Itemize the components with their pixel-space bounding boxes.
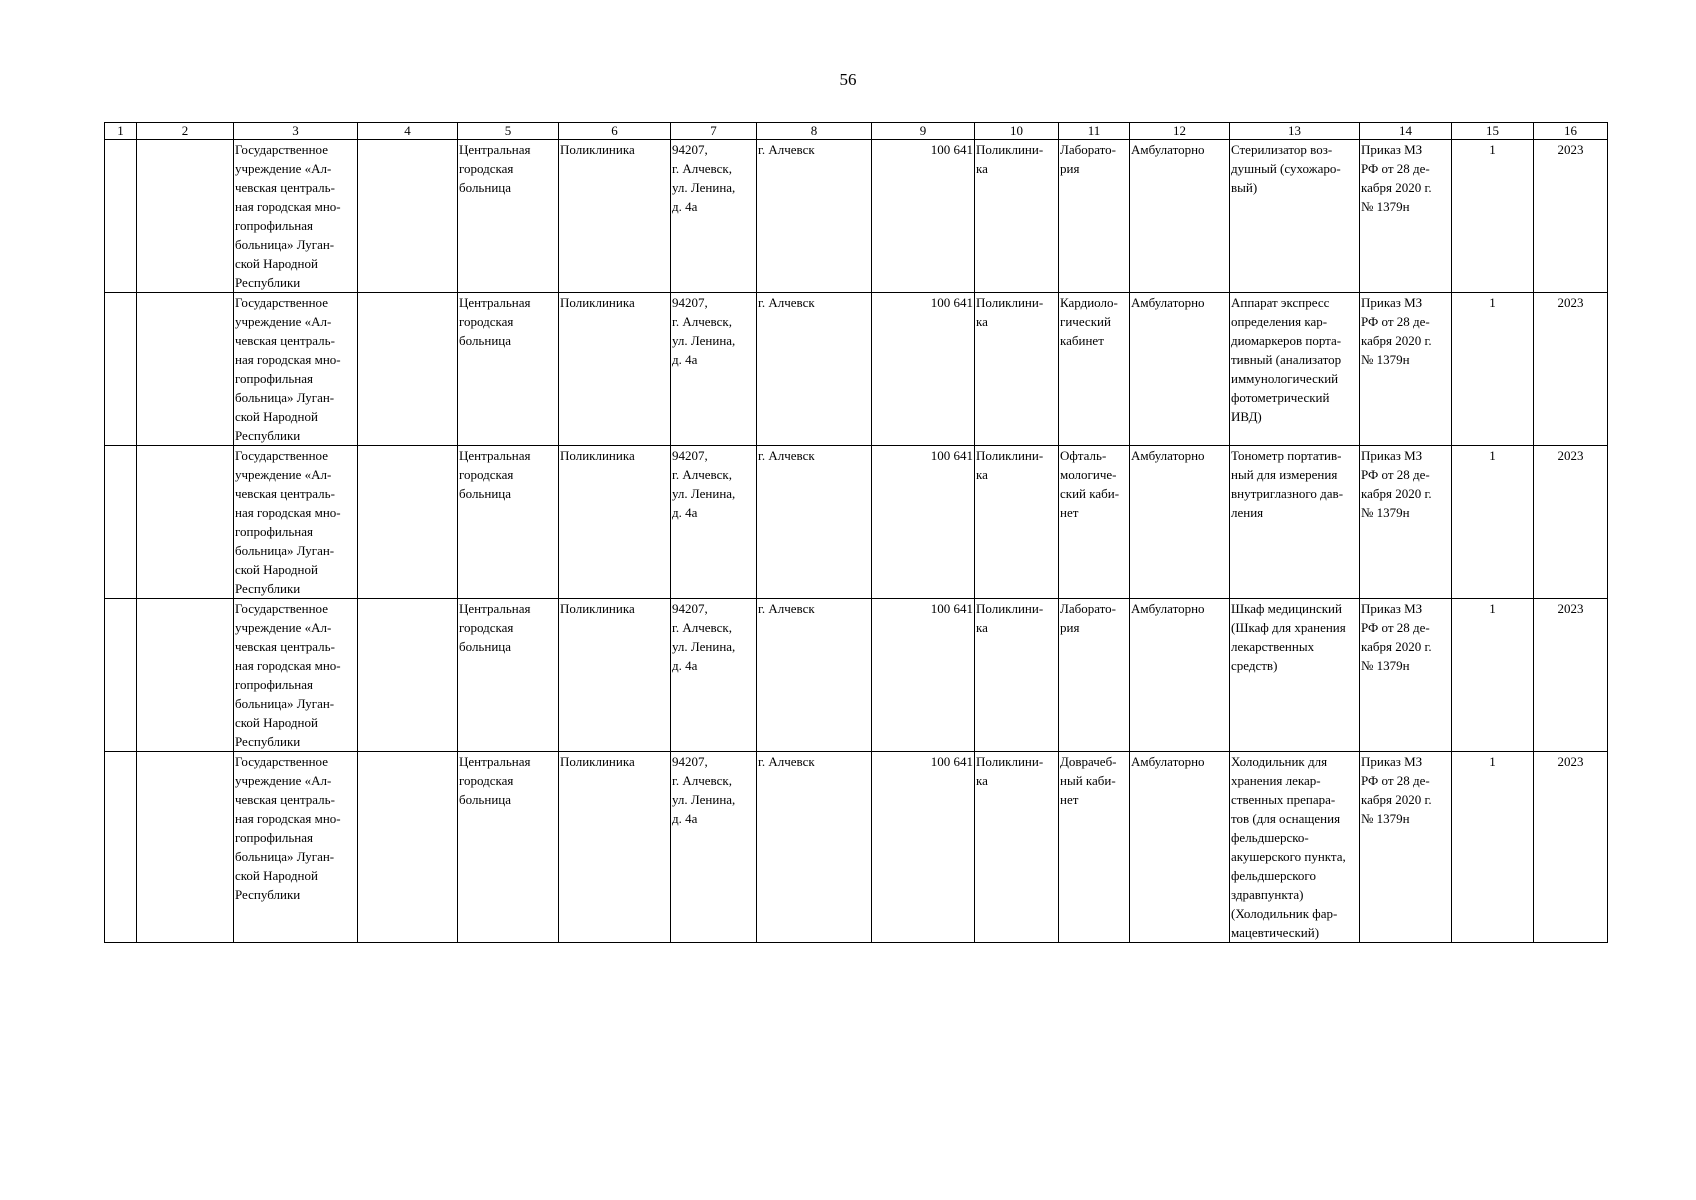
cell-year: 2023 bbox=[1534, 293, 1608, 446]
column-number: 12 bbox=[1130, 123, 1230, 140]
cell-year: 2023 bbox=[1534, 599, 1608, 752]
cell-population: 100 641 bbox=[872, 752, 975, 943]
column-number-row bbox=[105, 123, 1608, 140]
cell-address: 94207, г. Алчевск, ул. Ленина, д. 4а bbox=[671, 599, 757, 752]
table-row bbox=[105, 599, 1608, 752]
cell-population: 100 641 bbox=[872, 599, 975, 752]
cell-col2 bbox=[137, 293, 234, 446]
page-number: 56 bbox=[839, 70, 857, 89]
cell-address: 94207, г. Алчевск, ул. Ленина, д. 4а bbox=[671, 446, 757, 599]
cell-quantity: 1 bbox=[1452, 293, 1534, 446]
cell-city: г. Алчевск bbox=[757, 293, 872, 446]
cell-index bbox=[105, 446, 137, 599]
cell-city: г. Алчевск bbox=[757, 140, 872, 293]
cell-equipment: Стерилизатор воз- душный (сухожаро- вый) bbox=[1230, 140, 1360, 293]
cell-equipment: Холодильник для хранения лекар- ственных препара- тов (для оснащения фельдшерско- акушерского пункта, фельдшерского здравпункта) (Холодильник фар- мацевтический) bbox=[1230, 752, 1360, 943]
cell-hospital-type: Центральная городская больница bbox=[458, 599, 559, 752]
column-number: 6 bbox=[559, 123, 671, 140]
column-number: 15 bbox=[1452, 123, 1534, 140]
cell-room: Лаборато- рия bbox=[1059, 140, 1130, 293]
cell-col2 bbox=[137, 140, 234, 293]
column-number: 8 bbox=[757, 123, 872, 140]
cell-order: Приказ МЗ РФ от 28 де- кабря 2020 г. № 1379н bbox=[1360, 752, 1452, 943]
cell-col4 bbox=[358, 140, 458, 293]
cell-unit: Поликлини- ка bbox=[975, 140, 1059, 293]
column-number: 10 bbox=[975, 123, 1059, 140]
cell-index bbox=[105, 293, 137, 446]
cell-care-mode: Амбулаторно bbox=[1130, 446, 1230, 599]
column-number: 11 bbox=[1059, 123, 1130, 140]
cell-room: Лаборато- рия bbox=[1059, 599, 1130, 752]
cell-department: Поликлиника bbox=[559, 752, 671, 943]
cell-col4 bbox=[358, 446, 458, 599]
cell-equipment: Аппарат экспресс определения кар- диомаркеров порта- тивный (анализатор иммунологический фотометрический ИВД) bbox=[1230, 293, 1360, 446]
cell-address: 94207, г. Алчевск, ул. Ленина, д. 4а bbox=[671, 140, 757, 293]
cell-room: Кардиоло- гический кабинет bbox=[1059, 293, 1130, 446]
cell-order: Приказ МЗ РФ от 28 де- кабря 2020 г. № 1379н bbox=[1360, 599, 1452, 752]
cell-quantity: 1 bbox=[1452, 752, 1534, 943]
cell-unit: Поликлини- ка bbox=[975, 446, 1059, 599]
cell-index bbox=[105, 140, 137, 293]
column-number: 5 bbox=[458, 123, 559, 140]
cell-order: Приказ МЗ РФ от 28 де- кабря 2020 г. № 1379н bbox=[1360, 293, 1452, 446]
cell-care-mode: Амбулаторно bbox=[1130, 140, 1230, 293]
column-number: 13 bbox=[1230, 123, 1360, 140]
cell-order: Приказ МЗ РФ от 28 де- кабря 2020 г. № 1379н bbox=[1360, 446, 1452, 599]
cell-col4 bbox=[358, 599, 458, 752]
cell-care-mode: Амбулаторно bbox=[1130, 599, 1230, 752]
cell-hospital-type: Центральная городская больница bbox=[458, 752, 559, 943]
cell-col2 bbox=[137, 599, 234, 752]
column-number: 16 bbox=[1534, 123, 1608, 140]
cell-hospital-type: Центральная городская больница bbox=[458, 293, 559, 446]
column-number: 3 bbox=[234, 123, 358, 140]
cell-population: 100 641 bbox=[872, 293, 975, 446]
column-number: 2 bbox=[137, 123, 234, 140]
cell-department: Поликлиника bbox=[559, 140, 671, 293]
cell-room: Офталь- мологиче- ский каби- нет bbox=[1059, 446, 1130, 599]
column-number: 14 bbox=[1360, 123, 1452, 140]
cell-institution: Государственное учреждение «Ал- чевская централь- ная городская мно- гопрофильная больница» Луган- ской Народной Республики bbox=[234, 446, 358, 599]
cell-address: 94207, г. Алчевск, ул. Ленина, д. 4а bbox=[671, 293, 757, 446]
column-number: 7 bbox=[671, 123, 757, 140]
cell-unit: Поликлини- ка bbox=[975, 599, 1059, 752]
cell-quantity: 1 bbox=[1452, 140, 1534, 293]
cell-quantity: 1 bbox=[1452, 446, 1534, 599]
cell-city: г. Алчевск bbox=[757, 599, 872, 752]
table-row bbox=[105, 140, 1608, 293]
table-row bbox=[105, 446, 1608, 599]
cell-col2 bbox=[137, 446, 234, 599]
cell-unit: Поликлини- ка bbox=[975, 752, 1059, 943]
cell-institution: Государственное учреждение «Ал- чевская централь- ная городская мно- гопрофильная больница» Луган- ской Народной Республики bbox=[234, 140, 358, 293]
cell-care-mode: Амбулаторно bbox=[1130, 752, 1230, 943]
cell-year: 2023 bbox=[1534, 140, 1608, 293]
column-number: 1 bbox=[105, 123, 137, 140]
cell-hospital-type: Центральная городская больница bbox=[458, 140, 559, 293]
registry-table bbox=[104, 122, 1608, 943]
cell-city: г. Алчевск bbox=[757, 446, 872, 599]
cell-care-mode: Амбулаторно bbox=[1130, 293, 1230, 446]
table-row bbox=[105, 293, 1608, 446]
cell-room: Доврачеб- ный каби- нет bbox=[1059, 752, 1130, 943]
cell-city: г. Алчевск bbox=[757, 752, 872, 943]
cell-institution: Государственное учреждение «Ал- чевская централь- ная городская мно- гопрофильная больница» Луган- ской Народной Республики bbox=[234, 293, 358, 446]
cell-index bbox=[105, 752, 137, 943]
cell-unit: Поликлини- ка bbox=[975, 293, 1059, 446]
cell-index bbox=[105, 599, 137, 752]
table-row bbox=[105, 752, 1608, 943]
cell-department: Поликлиника bbox=[559, 293, 671, 446]
cell-quantity: 1 bbox=[1452, 599, 1534, 752]
cell-institution: Государственное учреждение «Ал- чевская централь- ная городская мно- гопрофильная больница» Луган- ской Народной Республики bbox=[234, 752, 358, 943]
cell-col4 bbox=[358, 752, 458, 943]
cell-col4 bbox=[358, 293, 458, 446]
cell-address: 94207, г. Алчевск, ул. Ленина, д. 4а bbox=[671, 752, 757, 943]
column-number: 9 bbox=[872, 123, 975, 140]
cell-equipment: Шкаф медицинский (Шкаф для хранения лекарственных средств) bbox=[1230, 599, 1360, 752]
cell-department: Поликлиника bbox=[559, 446, 671, 599]
column-number: 4 bbox=[358, 123, 458, 140]
cell-order: Приказ МЗ РФ от 28 де- кабря 2020 г. № 1379н bbox=[1360, 140, 1452, 293]
cell-year: 2023 bbox=[1534, 446, 1608, 599]
cell-equipment: Тонометр портатив- ный для измерения внутриглазного дав- ления bbox=[1230, 446, 1360, 599]
cell-hospital-type: Центральная городская больница bbox=[458, 446, 559, 599]
cell-year: 2023 bbox=[1534, 752, 1608, 943]
cell-department: Поликлиника bbox=[559, 599, 671, 752]
cell-col2 bbox=[137, 752, 234, 943]
cell-population: 100 641 bbox=[872, 446, 975, 599]
cell-population: 100 641 bbox=[872, 140, 975, 293]
cell-institution: Государственное учреждение «Ал- чевская централь- ная городская мно- гопрофильная больница» Луган- ской Народной Республики bbox=[234, 599, 358, 752]
